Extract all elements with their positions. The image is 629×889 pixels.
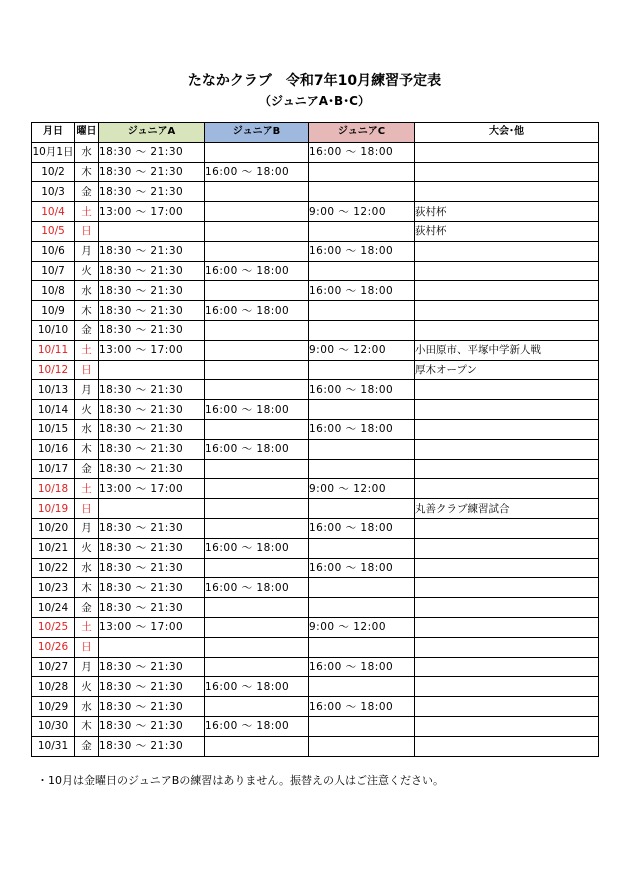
weekday-cell: 日 [75,637,99,657]
junior-b-cell [205,459,309,479]
table-row [32,340,599,360]
junior-c-cell: 9:00 ～ 12:00 [309,202,415,222]
junior-a-cell: 18:30 ～ 21:30 [99,578,205,598]
table-row [32,320,599,340]
junior-a-cell: 18:30 ～ 21:30 [99,538,205,558]
junior-a-cell: 18:30 ～ 21:30 [99,162,205,182]
junior-c-cell [309,320,415,340]
page-title: たなかクラブ 令和7年10月練習予定表 [187,73,442,89]
event-cell [415,459,599,479]
weekday-cell: 水 [75,142,99,162]
junior-b-cell [205,499,309,519]
date-cell: 10月1日 [32,142,75,162]
weekday-cell: 月 [75,518,99,538]
junior-c-cell [309,637,415,657]
date-cell: 10/6 [32,241,75,261]
header-date: 月日 [32,123,75,143]
junior-b-cell [205,637,309,657]
junior-a-cell: 18:30 ～ 21:30 [99,657,205,677]
junior-a-cell: 18:30 ～ 21:30 [99,281,205,301]
junior-b-cell [205,202,309,222]
junior-b-cell: 16:00 ～ 18:00 [205,439,309,459]
junior-c-cell: 9:00 ～ 12:00 [309,617,415,637]
date-cell: 10/30 [32,716,75,736]
event-cell [415,400,599,420]
junior-c-cell [309,538,415,558]
junior-a-cell: 18:30 ～ 21:30 [99,261,205,281]
date-cell: 10/21 [32,538,75,558]
table-row [32,677,599,697]
junior-a-cell: 18:30 ～ 21:30 [99,736,205,756]
junior-c-cell: 16:00 ～ 18:00 [309,241,415,261]
event-cell [415,558,599,578]
junior-c-cell [309,736,415,756]
event-cell [415,261,599,281]
weekday-cell: 木 [75,162,99,182]
table-row [32,499,599,519]
junior-a-cell: 18:30 ～ 21:30 [99,558,205,578]
date-cell: 10/11 [32,340,75,360]
event-cell [415,419,599,439]
table-row [32,202,599,222]
table-row [32,479,599,499]
table-row [32,221,599,241]
table-row [32,518,599,538]
weekday-cell: 火 [75,400,99,420]
junior-a-cell: 13:00 ～ 17:00 [99,479,205,499]
weekday-cell: 土 [75,617,99,637]
schedule-table [31,122,599,757]
table-row [32,400,599,420]
table-row [32,162,599,182]
junior-b-cell [205,221,309,241]
date-cell: 10/27 [32,657,75,677]
table-row [32,617,599,637]
weekday-cell: 金 [75,320,99,340]
junior-b-cell [205,736,309,756]
junior-b-cell: 16:00 ～ 18:00 [205,301,309,321]
schedule-body [32,142,599,756]
event-cell: 厚木オープン [415,360,599,380]
junior-c-cell: 16:00 ～ 18:00 [309,558,415,578]
junior-b-cell [205,518,309,538]
junior-c-cell [309,459,415,479]
junior-c-cell [309,360,415,380]
table-row [32,182,599,202]
junior-a-cell: 18:30 ～ 21:30 [99,518,205,538]
weekday-cell: 日 [75,499,99,519]
date-cell: 10/12 [32,360,75,380]
event-cell: 丸善クラブ練習試合 [415,499,599,519]
table-row [32,419,599,439]
event-cell [415,301,599,321]
date-cell: 10/28 [32,677,75,697]
junior-c-cell [309,301,415,321]
weekday-cell: 火 [75,677,99,697]
event-cell [415,281,599,301]
junior-b-cell [205,340,309,360]
junior-c-cell [309,578,415,598]
junior-b-cell: 16:00 ～ 18:00 [205,162,309,182]
junior-c-cell: 16:00 ～ 18:00 [309,697,415,717]
date-cell: 10/19 [32,499,75,519]
date-cell: 10/5 [32,221,75,241]
date-cell: 10/7 [32,261,75,281]
junior-a-cell: 18:30 ～ 21:30 [99,716,205,736]
junior-b-cell [205,479,309,499]
junior-a-cell: 18:30 ～ 21:30 [99,320,205,340]
date-cell: 10/31 [32,736,75,756]
date-cell: 10/4 [32,202,75,222]
junior-b-cell [205,617,309,637]
weekday-cell: 金 [75,459,99,479]
event-cell [415,479,599,499]
date-cell: 10/9 [32,301,75,321]
date-cell: 10/17 [32,459,75,479]
weekday-cell: 日 [75,360,99,380]
junior-a-cell: 13:00 ～ 17:00 [99,340,205,360]
weekday-cell: 水 [75,697,99,717]
junior-a-cell: 13:00 ～ 17:00 [99,617,205,637]
table-row [32,538,599,558]
junior-a-cell [99,221,205,241]
junior-c-cell [309,162,415,182]
junior-b-cell: 16:00 ～ 18:00 [205,261,309,281]
date-cell: 10/10 [32,320,75,340]
weekday-cell: 火 [75,261,99,281]
junior-b-cell [205,657,309,677]
junior-c-cell: 16:00 ～ 18:00 [309,518,415,538]
header-dow: 曜日 [75,123,99,143]
event-cell [415,439,599,459]
junior-c-cell [309,439,415,459]
junior-c-cell [309,716,415,736]
event-cell [415,578,599,598]
header-row [32,123,599,143]
event-cell [415,697,599,717]
junior-c-cell [309,221,415,241]
event-cell [415,320,599,340]
footnote: ・10月は金曜日のジュニアBの練習はありません。振替えの人はご注意ください。 [37,774,444,787]
date-cell: 10/8 [32,281,75,301]
date-cell: 10/22 [32,558,75,578]
junior-b-cell [205,598,309,618]
junior-a-cell: 13:00 ～ 17:00 [99,202,205,222]
junior-a-cell: 18:30 ～ 21:30 [99,182,205,202]
event-cell [415,716,599,736]
junior-b-cell: 16:00 ～ 18:00 [205,716,309,736]
date-cell: 10/23 [32,578,75,598]
junior-b-cell [205,697,309,717]
junior-c-cell [309,182,415,202]
event-cell [415,736,599,756]
weekday-cell: 金 [75,182,99,202]
event-cell: 小田原市、平塚中学新人戦 [415,340,599,360]
event-cell: 荻村杯 [415,221,599,241]
junior-b-cell [205,558,309,578]
junior-b-cell: 16:00 ～ 18:00 [205,677,309,697]
junior-c-cell: 9:00 ～ 12:00 [309,479,415,499]
junior-b-cell [205,142,309,162]
table-row [32,657,599,677]
junior-c-cell [309,677,415,697]
event-cell [415,241,599,261]
event-cell: 荻村杯 [415,202,599,222]
weekday-cell: 水 [75,558,99,578]
weekday-cell: 木 [75,716,99,736]
junior-a-cell: 18:30 ～ 21:30 [99,439,205,459]
junior-c-cell: 16:00 ～ 18:00 [309,380,415,400]
weekday-cell: 金 [75,598,99,618]
junior-c-cell: 9:00 ～ 12:00 [309,340,415,360]
table-row [32,142,599,162]
junior-b-cell: 16:00 ～ 18:00 [205,400,309,420]
junior-a-cell [99,360,205,380]
table-row [32,261,599,281]
table-row [32,459,599,479]
table-row [32,558,599,578]
table-row [32,380,599,400]
weekday-cell: 火 [75,538,99,558]
junior-a-cell: 18:30 ～ 21:30 [99,400,205,420]
event-cell [415,657,599,677]
weekday-cell: 月 [75,380,99,400]
junior-a-cell: 18:30 ～ 21:30 [99,301,205,321]
event-cell [415,518,599,538]
event-cell [415,598,599,618]
weekday-cell: 土 [75,340,99,360]
weekday-cell: 土 [75,202,99,222]
table-row [32,439,599,459]
weekday-cell: 月 [75,241,99,261]
weekday-cell: 水 [75,281,99,301]
table-row [32,598,599,618]
junior-a-cell: 18:30 ～ 21:30 [99,419,205,439]
junior-a-cell: 18:30 ～ 21:30 [99,380,205,400]
header-junior-b: ジュニアB [205,123,309,143]
event-cell [415,617,599,637]
table-row [32,716,599,736]
date-cell: 10/3 [32,182,75,202]
event-cell [415,677,599,697]
junior-a-cell: 18:30 ～ 21:30 [99,241,205,261]
junior-b-cell [205,182,309,202]
date-cell: 10/16 [32,439,75,459]
junior-b-cell [205,281,309,301]
event-cell [415,142,599,162]
junior-a-cell: 18:30 ～ 21:30 [99,697,205,717]
date-cell: 10/15 [32,419,75,439]
table-row [32,360,599,380]
weekday-cell: 木 [75,439,99,459]
table-row [32,637,599,657]
junior-c-cell [309,598,415,618]
weekday-cell: 日 [75,221,99,241]
event-cell [415,637,599,657]
event-cell [415,182,599,202]
date-cell: 10/2 [32,162,75,182]
weekday-cell: 木 [75,578,99,598]
weekday-cell: 水 [75,419,99,439]
junior-c-cell: 16:00 ～ 18:00 [309,281,415,301]
junior-b-cell: 16:00 ～ 18:00 [205,578,309,598]
junior-b-cell: 16:00 ～ 18:00 [205,538,309,558]
weekday-cell: 金 [75,736,99,756]
event-cell [415,380,599,400]
junior-c-cell [309,499,415,519]
junior-b-cell [205,380,309,400]
junior-b-cell [205,241,309,261]
table-row [32,281,599,301]
header-junior-a: ジュニアA [99,123,205,143]
junior-a-cell [99,499,205,519]
event-cell [415,162,599,182]
table-row [32,301,599,321]
table-row [32,241,599,261]
table-row [32,736,599,756]
date-cell: 10/24 [32,598,75,618]
event-cell [415,538,599,558]
date-cell: 10/14 [32,400,75,420]
date-cell: 10/26 [32,637,75,657]
weekday-cell: 土 [75,479,99,499]
date-cell: 10/13 [32,380,75,400]
junior-b-cell [205,320,309,340]
junior-c-cell: 16:00 ～ 18:00 [309,419,415,439]
junior-c-cell: 16:00 ～ 18:00 [309,142,415,162]
table-row [32,578,599,598]
junior-c-cell [309,400,415,420]
weekday-cell: 木 [75,301,99,321]
date-cell: 10/29 [32,697,75,717]
date-cell: 10/18 [32,479,75,499]
junior-b-cell [205,360,309,380]
junior-a-cell: 18:30 ～ 21:30 [99,677,205,697]
table-row [32,697,599,717]
junior-c-cell: 16:00 ～ 18:00 [309,657,415,677]
header-event: 大会･他 [415,123,599,143]
junior-c-cell [309,261,415,281]
junior-a-cell [99,637,205,657]
date-cell: 10/20 [32,518,75,538]
junior-b-cell [205,419,309,439]
junior-a-cell: 18:30 ～ 21:30 [99,598,205,618]
weekday-cell: 月 [75,657,99,677]
junior-a-cell: 18:30 ～ 21:30 [99,459,205,479]
page-subtitle: （ジュニアA･B･C） [258,94,370,108]
header-junior-c: ジュニアC [309,123,415,143]
junior-a-cell: 18:30 ～ 21:30 [99,142,205,162]
date-cell: 10/25 [32,617,75,637]
